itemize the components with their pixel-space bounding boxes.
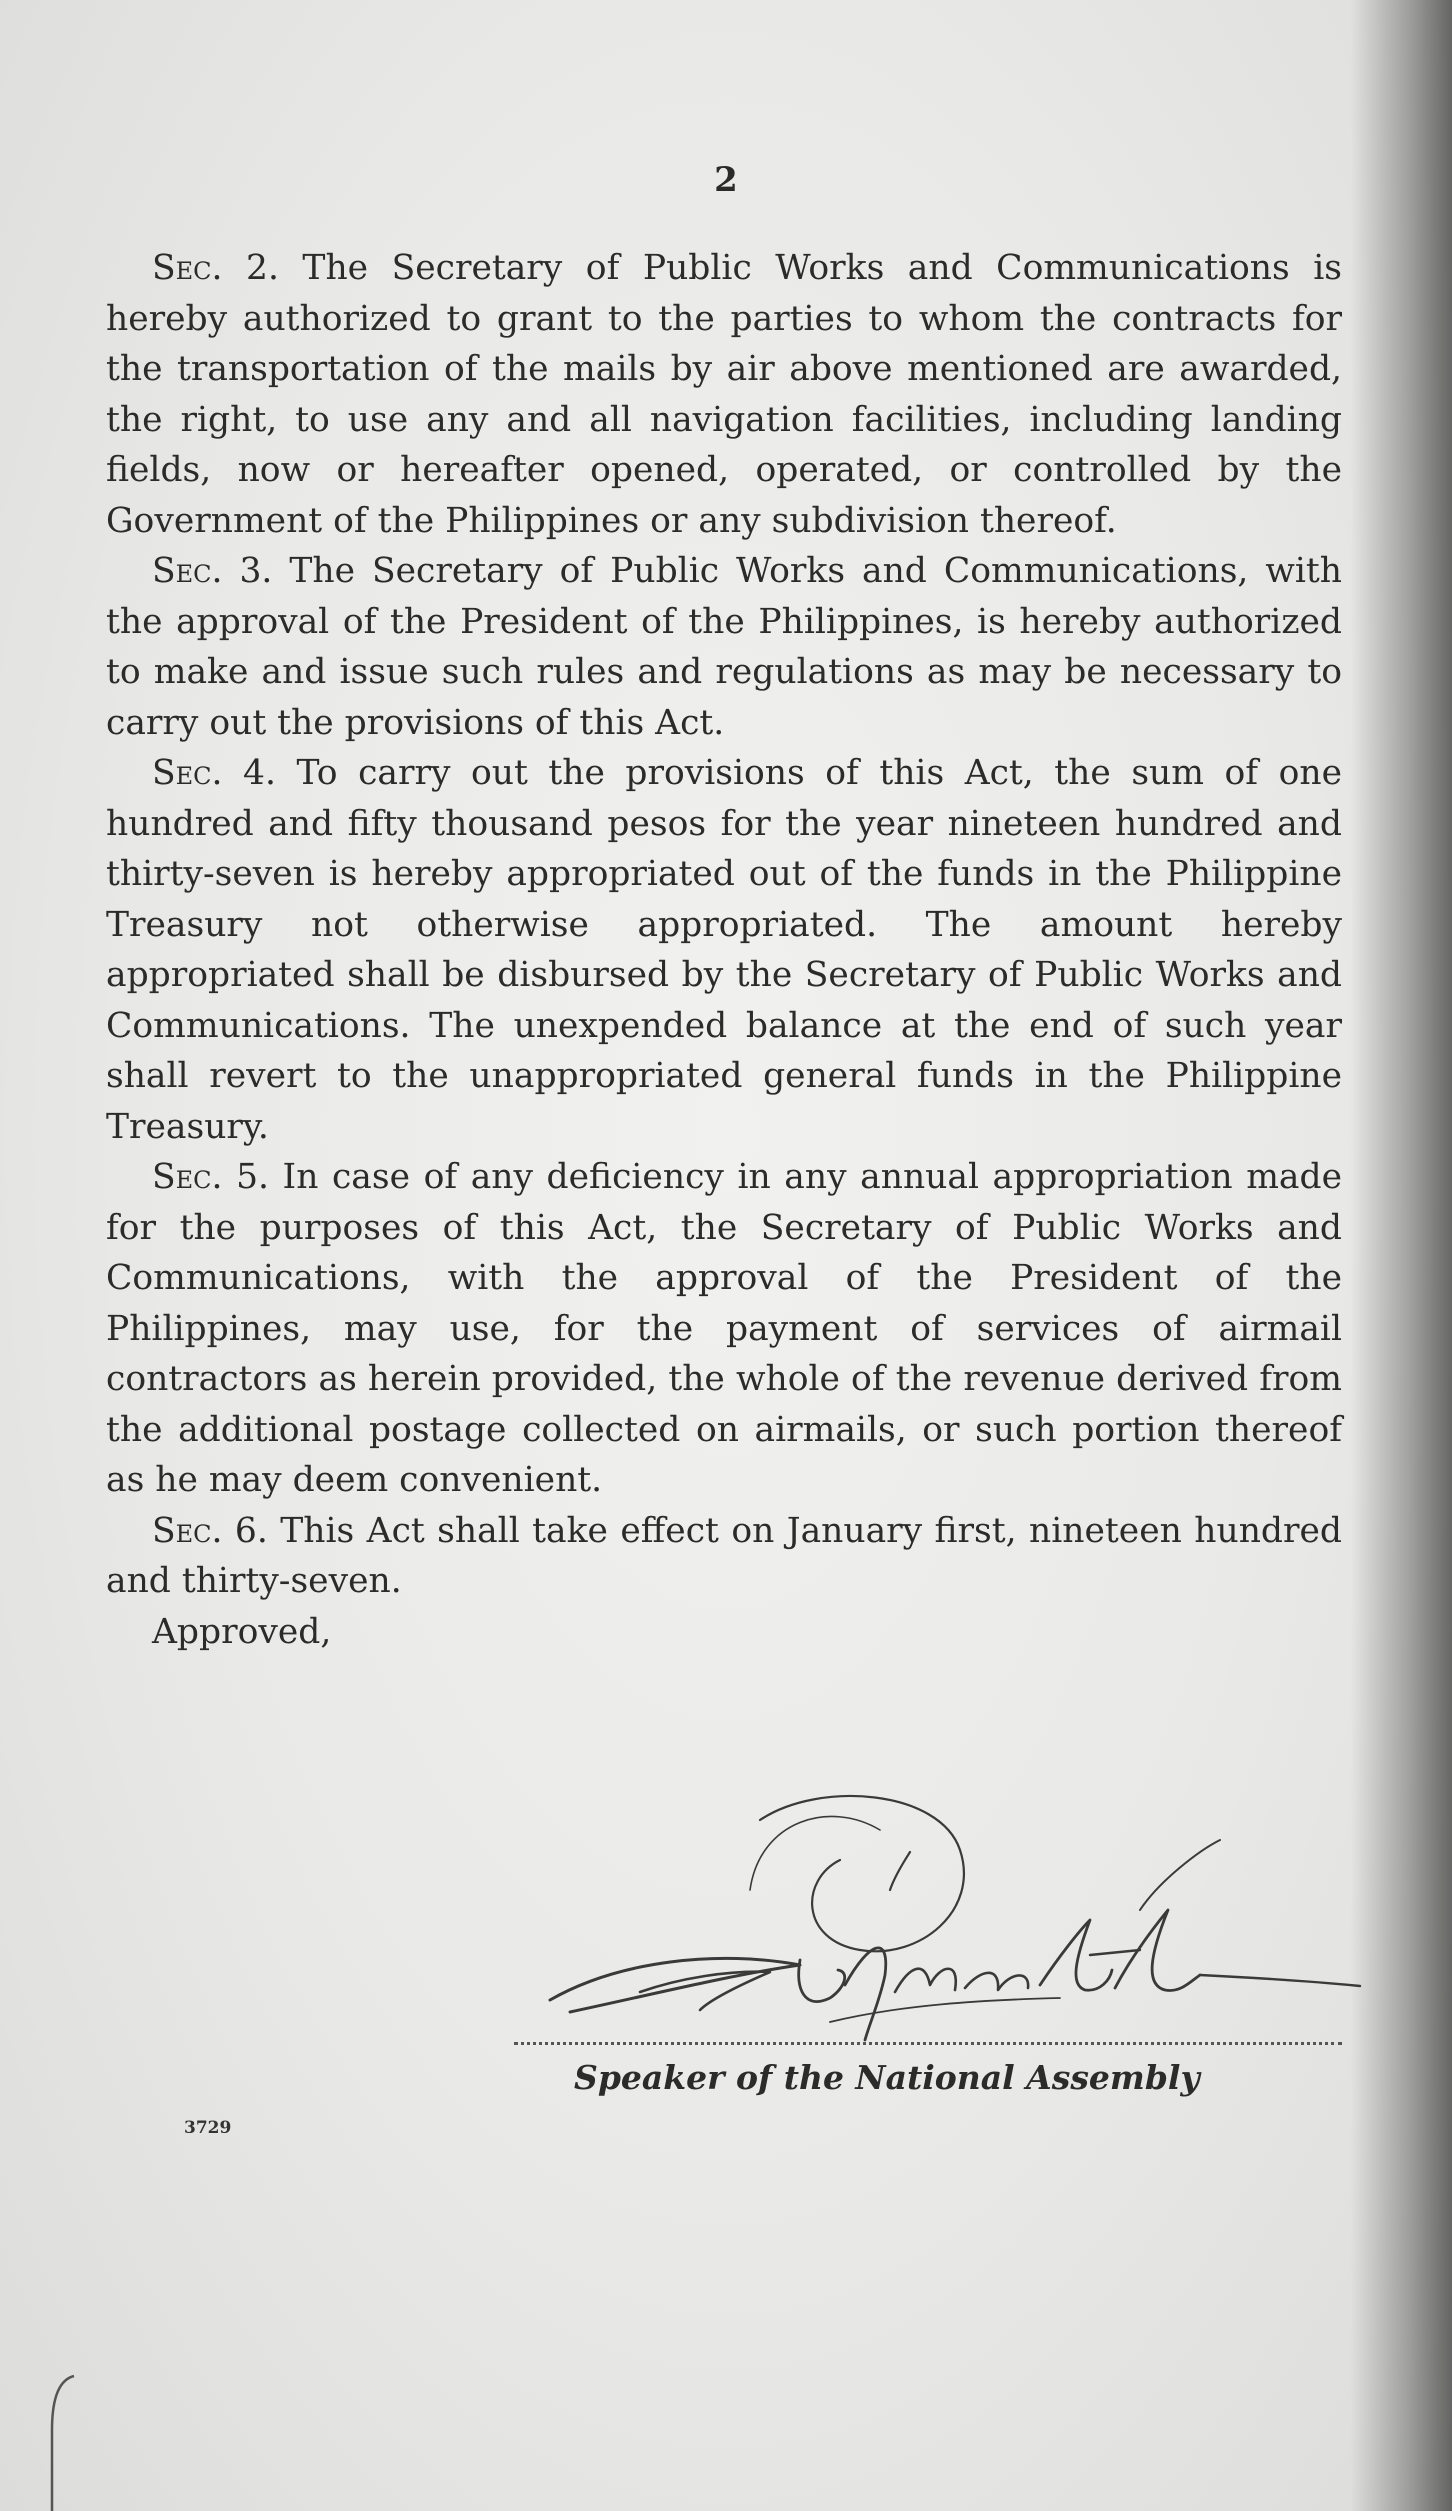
document-body	[106, 243, 1342, 1657]
section-label: Sec.	[152, 1157, 223, 1197]
section-label: Sec.	[152, 248, 223, 288]
handwritten-signature	[500, 1760, 1370, 2060]
section-4	[106, 748, 1342, 1152]
section-5	[106, 1152, 1342, 1506]
section-text: 6. This Act shall take effect on January first, nineteen hundred and thirty-seven.	[106, 1510, 1342, 1601]
section-text: 3. The Secretary of Public Works and Communications, with the approval of the President of the Philippines, is hereby authorized to make and issue such rules and regulations as may be necessary to carry out the provisions of this Act.	[106, 551, 1342, 743]
section-text: 2. The Secretary of Public Works and Communications is hereby authorized to grant to the parties to whom the contracts for the transportation of the mails by air above mentioned are awarded, the right, to use any and all navigation facilities, including landing fields, now or hereafter opened, operated, or controlled by the Government of the Philippines or any subdivision thereof.	[106, 248, 1342, 541]
section-text: 5. In case of any deficiency in any annual appropriation made for the purposes of this Act, the Secretary of Public Works and Communications, with the approval of the President of the Philippines, may use, for the payment of services of airmail contractors as herein provided, the whole of the revenue derived from the additional postage collected on airmails, or such portion thereof as he may deem convenient.	[106, 1157, 1342, 1500]
section-label: Sec.	[152, 551, 223, 591]
section-label: Sec.	[152, 1510, 223, 1551]
print-code: 3729	[184, 2118, 232, 2138]
section-6	[106, 1506, 1342, 1607]
signature-line	[514, 2042, 1342, 2045]
bracket-mark-icon	[44, 2370, 84, 2511]
approved-label: Approved,	[152, 1611, 332, 1652]
signature-block	[500, 1760, 1370, 2140]
section-2	[106, 243, 1342, 546]
page-number: 2	[714, 160, 738, 200]
section-3	[106, 546, 1342, 748]
section-text: 4. To carry out the provisions of this Act, the sum of one hundred and fifty thousand pesos for the year nineteen hundred and thirty-seven is hereby appropriated out of the funds in the Philippine Treasury not otherwise appropriated. The amount hereby appropriated shall be disbursed by the Secretary of Public Works and Communications. The unexpended balance at the end of such year shall revert to the unappropriated general funds in the Philippine Treasury.	[106, 753, 1342, 1147]
section-label: Sec.	[152, 753, 223, 793]
signature-title: Speaker of the National Assembly	[574, 2058, 1200, 2097]
